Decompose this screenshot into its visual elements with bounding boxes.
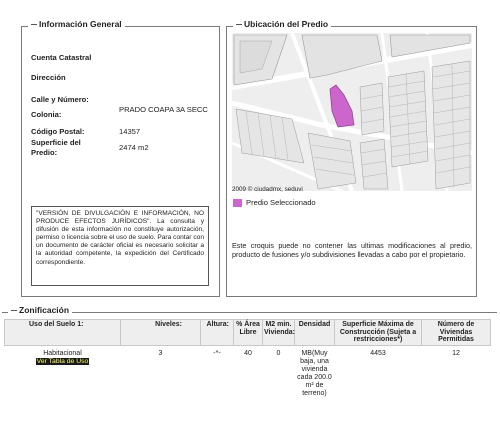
cell-uso-suelo xyxy=(5,345,121,402)
col-m2-min-vivienda: M2 min. Vivienda: xyxy=(263,320,295,346)
cell-densidad: MB(Muy baja, una vivienda cada 200.0 m² de terreno) xyxy=(297,349,332,397)
selected-parcel-legend-label: Predio Seleccionado xyxy=(246,198,316,207)
cell-area-libre: 40 xyxy=(244,349,252,357)
col-altura: Altura: xyxy=(201,320,234,346)
codigo-postal-value: 14357 xyxy=(119,127,141,136)
zonificacion-panel xyxy=(2,305,497,431)
cell-superficie-maxima: 4453 xyxy=(370,349,386,357)
cell-m2-min-vivienda: 0 xyxy=(276,349,281,357)
zonificacion-header-row xyxy=(5,320,491,346)
col-numero-viviendas: Número de Viviendas Permitidas xyxy=(422,320,491,346)
codigo-postal-label: Código Postal: xyxy=(31,127,85,136)
cell-niveles: 3 xyxy=(158,349,163,357)
map-drawing xyxy=(232,33,472,191)
informacion-general-legend: Información General xyxy=(28,19,125,29)
col-superficie-maxima: Superficie Máxima de Construcción (Sujeta a restricciones*) xyxy=(335,320,422,346)
calle-numero-label: Calle y Número: xyxy=(31,95,89,104)
col-area-libre: % Área Libre xyxy=(234,320,263,346)
superficie-predio-label: Superficie del Predio: xyxy=(31,138,81,157)
col-uso-suelo: Uso del Suelo 1: xyxy=(5,320,121,346)
ubicacion-predio-legend: Ubicación del Predio xyxy=(233,19,331,29)
ubicacion-predio-panel xyxy=(226,19,477,297)
map-note: Este croquis puede no contener las ultimas modificaciones al predio, producto de fusiones y/o subdivisiones llevadas a cabo por el propietario. xyxy=(232,241,472,260)
location-map[interactable] xyxy=(232,33,472,191)
zonificacion-legend: Zonificación xyxy=(8,305,72,315)
ver-tabla-uso-link[interactable]: Ver Tabla de Uso xyxy=(36,357,89,365)
informacion-general-panel xyxy=(21,19,220,297)
colonia-label: Colonia: xyxy=(31,110,62,119)
zonificacion-table xyxy=(4,319,491,402)
colonia-value: PRADO COAPA 3A SECC xyxy=(119,105,208,114)
cell-numero-viviendas: 12 xyxy=(452,349,460,357)
uso-suelo-value: Habitacional xyxy=(43,349,82,357)
selected-parcel-swatch xyxy=(233,199,242,207)
cuenta-catastral-label: Cuenta Catastral xyxy=(31,53,92,62)
col-niveles: Niveles: xyxy=(121,320,201,346)
disclaimer-box: "VERSIÓN DE DIVULGACIÓN E INFORMACIÓN, NO PRODUCE EFECTOS JURÍDICOS". La consulta y difusión de esta información no constituye autorización, permiso o licencia sobre el uso de suelo. Para contar con un documento de carácter oficial es necesario solicitar a la autoridad competente, la expedición del Certificado correspondiente. xyxy=(31,206,209,286)
direccion-label: Dirección xyxy=(31,73,66,82)
col-densidad: Densidad xyxy=(295,320,335,346)
map-copyright: 2009 © ciudadmx, seduvi xyxy=(232,186,303,193)
superficie-predio-value: 2474 m2 xyxy=(119,143,149,152)
table-row xyxy=(5,345,491,402)
cell-altura: -*- xyxy=(213,349,221,357)
